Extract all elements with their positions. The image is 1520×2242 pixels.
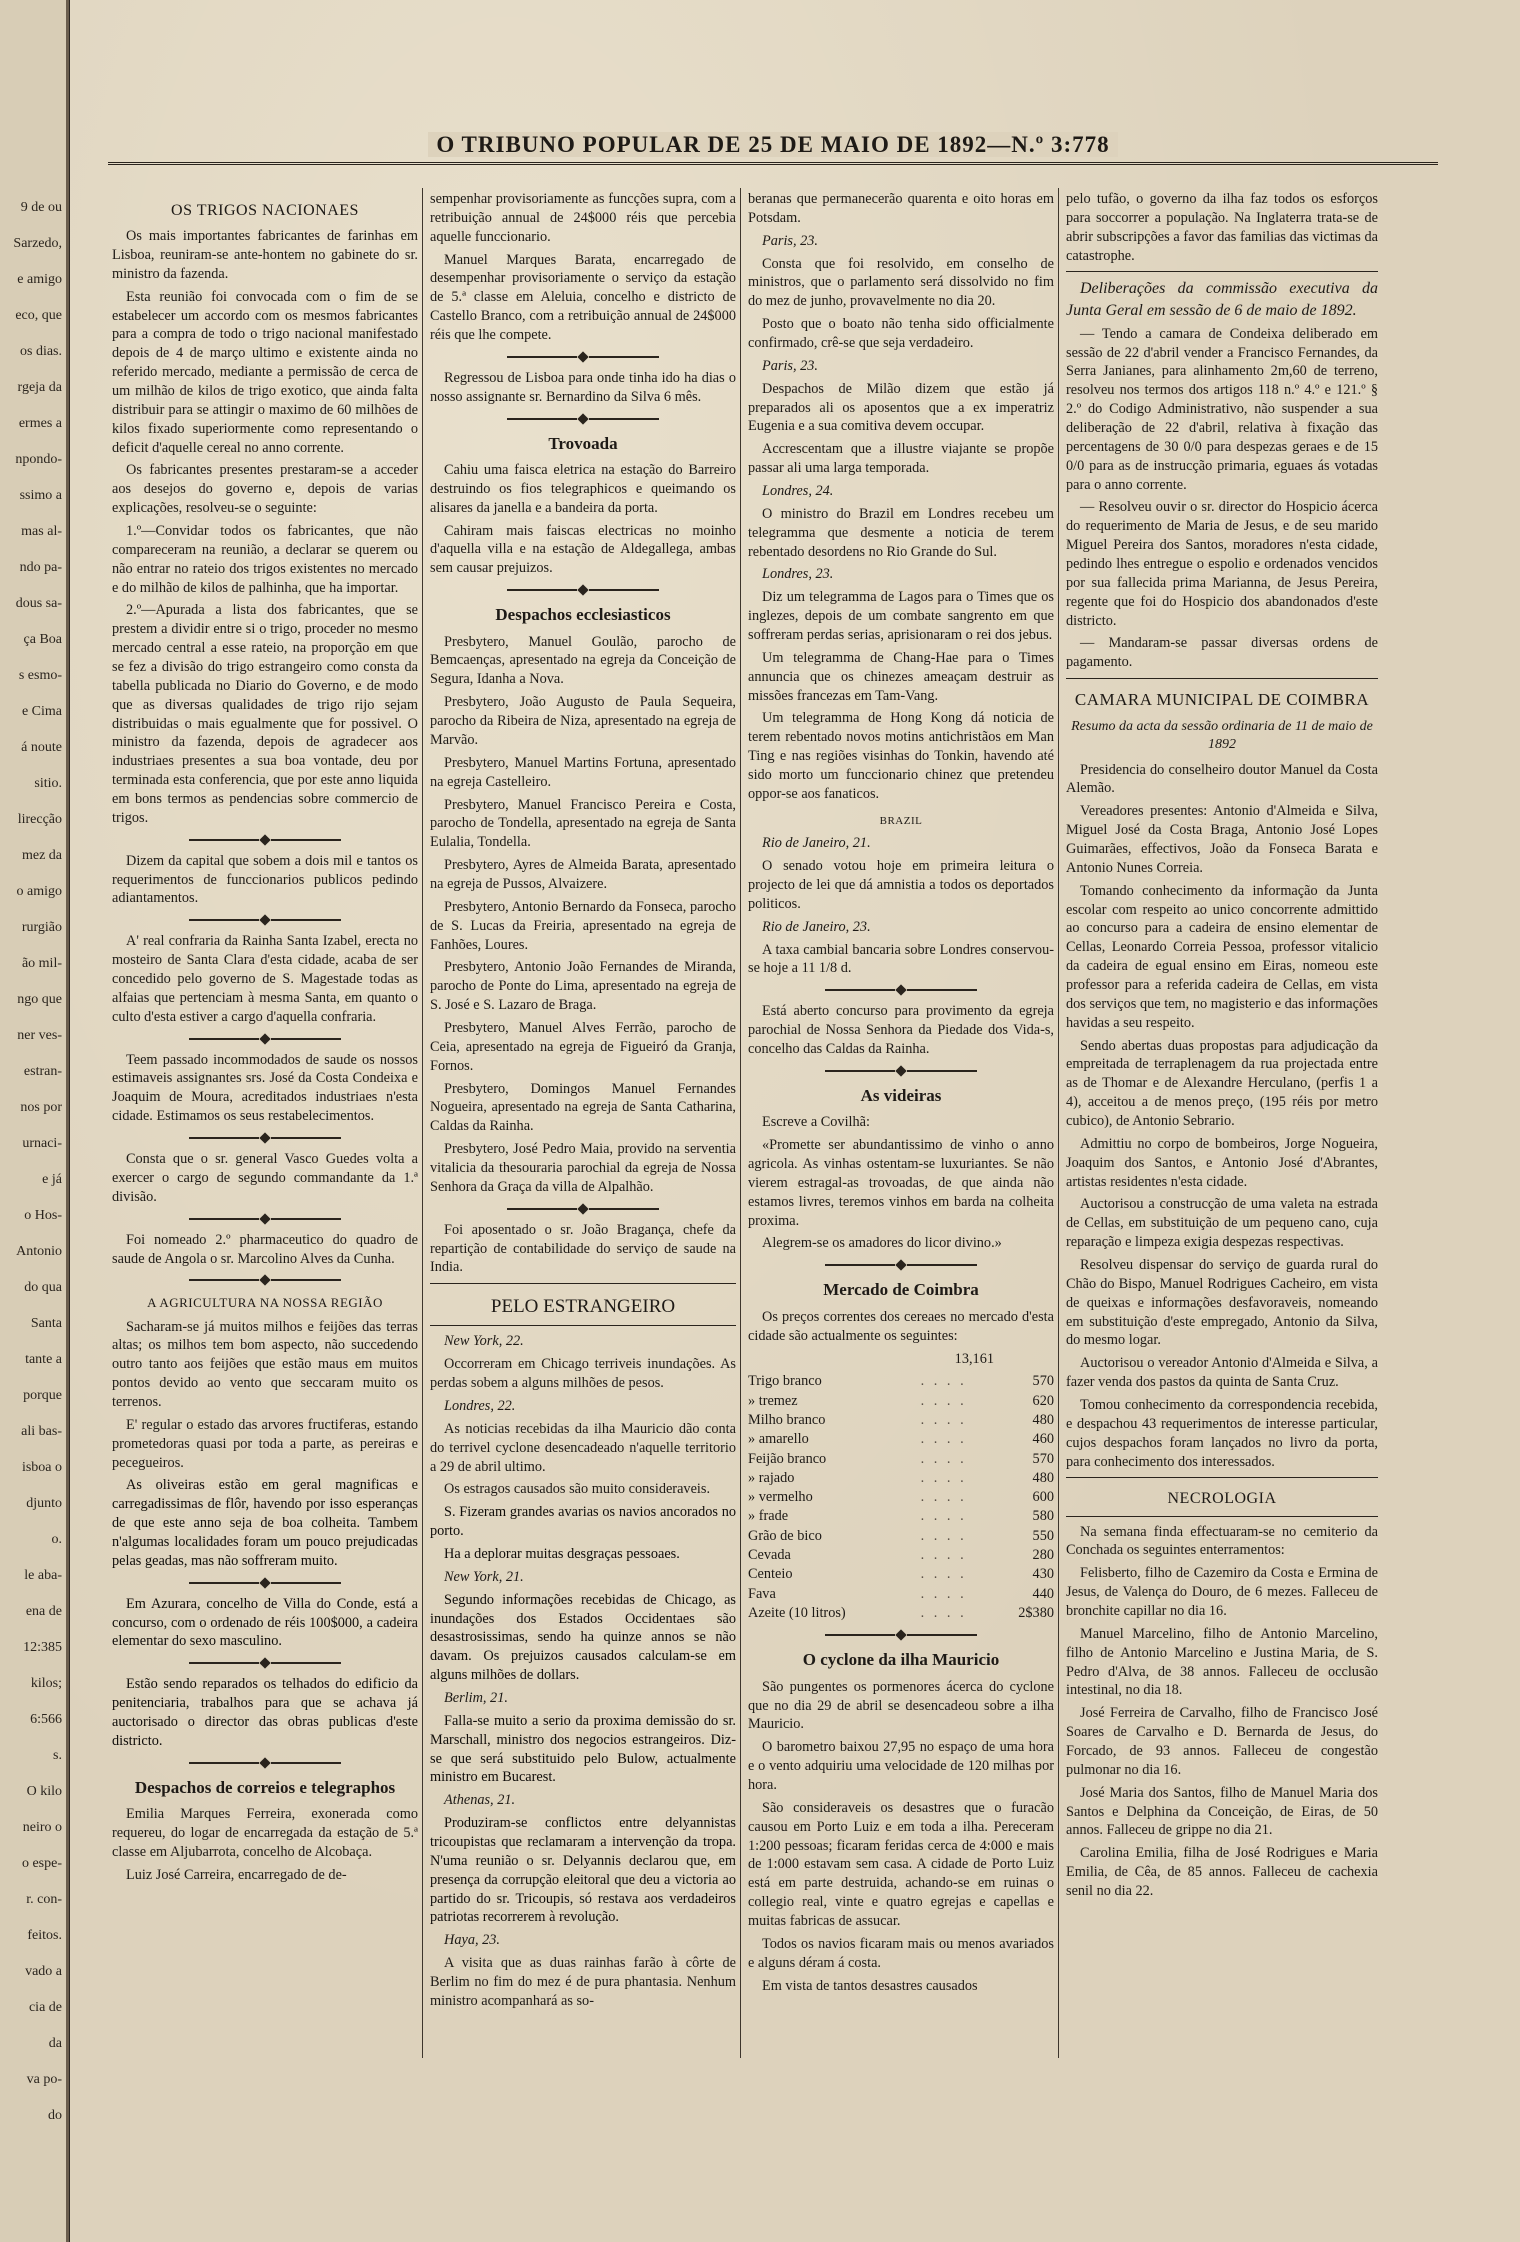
ornament-divider [430,586,736,594]
paragraph: — Tendo a camara de Condeixa deliberado em sessão de 22 d'abril vender a Francisco Fernandes, da Serra Janianes, para alinhamento 2m,60 de terreno, resolveu nos termos dos artigos 118 n.º 4.º e 121.º § 2.º do Codigo Administrativo, não suspender a sua deliberação de 22 d'abril, relativa à fixação das percentagens de 30 0/0 para despezas geraes e de 15 0/0 para as de instrucção primaria, eguaes ás votadas para o anno corrente. [1066,325,1378,493]
price-value: 460 [1032,1431,1054,1448]
paragraph: Em vista de tantos desastres causados [762,1977,978,1994]
dateline: Paris, 23. [762,232,819,249]
paragraph: Alegrem-se os amadores do licor divino.» [762,1235,1002,1252]
leader-dots: . . . . [920,1508,967,1525]
ornament-divider [748,1631,1054,1639]
prev-page-fragment: o espe- [21,1856,62,1871]
paragraph: Presbytero, Antonio João Fernandes de Miranda, parocho de Ponte do Lima, apresentado na egreja de S. José e S. Lazaro de Braga. [430,959,736,1014]
price-label: » rajado [748,1469,795,1486]
paragraph: Tomou conhecimento da correspondencia recebida, e despachou 43 requerimentos de interesse particular, cujos despachos foram lançados no livro da porta, para conhecimento dos interessados. [1066,1397,1378,1470]
rule [430,1283,736,1284]
price-label: » frade [748,1508,789,1525]
section-title: BRAZIL [879,814,923,827]
ornament-divider [430,1205,736,1213]
ornament-divider [430,353,736,361]
price-value: 480 [1032,1469,1054,1486]
paragraph: Está aberto concurso para provimento da egreja parochial de Nossa Senhora da Piedade dos Vida-s, concelho das Caldas da Rainha. [748,1003,1054,1058]
leader-dots: . . . . [920,1527,967,1544]
dateline: Londres, 22. [444,1397,516,1414]
price-label: Grão de bico [748,1527,822,1544]
prev-page-fragment: O kilo [26,1784,62,1799]
dateline: Londres, 24. [762,483,834,500]
paragraph: — Mandaram-se passar diversas ordens de pagamento. [1066,635,1378,671]
price-label: Feijão branco [748,1450,827,1467]
price-value: 480 [1032,1411,1054,1428]
paragraph: Vereadores presentes: Antonio d'Almeida e Silva, Miguel José da Costa Braga, Antonio José Lopes Guimarães, effectivos, João da Fonseca Barata e Antonio Nunes Correia. [1066,803,1378,876]
dateline: Londres, 23. [762,566,834,583]
price-label: Cevada [748,1547,791,1564]
prev-page-fragment: npondo- [15,452,62,467]
prev-page-fragment: r. con- [26,1892,62,1907]
paragraph: Occorreram em Chicago terriveis inundações. As perdas sobem a alguns milhões de pesos. [430,1356,736,1392]
paragraph: Tomando conhecimento da informação da Junta escolar com respeito ao unico concorrente admittido ao concurso para a cadeira de ensino elementar de Cellas, Leonardo Correia Pessoa, professor vitalicio da cadeira de egual ensino em Eiras, nomeou este professor para a referida cadeira de Cellas, em vista dos serviços que tem, no magisterio e das informações havidas a seu respeito. [1066,882,1378,1031]
paragraph: Luiz José Carreira, encarregado de de- [126,1866,347,1883]
leader-dots: . . . . [920,1392,967,1409]
paragraph: Auctorisou a construcção de uma valeta na estrada de Cellas, em substituição de um pequeno cano, cuja reparação e limpeza exigia despezas respectivas. [1066,1196,1378,1251]
paragraph: Na semana finda effectuaram-se no cemiterio da Conchada os seguintes enterramentos: [1066,1523,1378,1559]
dateline: Haya, 23. [444,1932,500,1949]
paragraph: Presbytero, Manuel Francisco Pereira e Costa, parocho de Tondella, apresentado na egreja de Santa Eulalia, Tondella. [430,796,736,851]
prev-page-fragment: neiro o [22,1820,62,1835]
ornament-divider [748,1067,1054,1075]
price-label: » tremez [748,1392,798,1409]
paragraph: Estão sendo reparados os telhados do edificio da penitenciaria, trabalhos para que se achava já auctorisado o director das obras publicas d'este districto. [112,1676,418,1749]
paragraph: Emilia Marques Ferreira, exonerada como requereu, do logar de encarregada da estação de 5.ª classe em Aljubarrota, concelho de Alcobaça. [112,1806,418,1860]
paragraph: Ha a deplorar muitas desgraças pessoaes. [444,1545,680,1562]
section-title: CAMARA MUNICIPAL DE COIMBRA [1074,690,1370,710]
prev-page-fragment: da [48,2036,62,2051]
price-row [748,1507,1054,1526]
prev-page-fragment: ena de [25,1604,62,1619]
prev-page-fragment: e Cima [21,704,62,719]
paragraph: Presbytero, Manuel Alves Ferrão, parocho de Ceia, apresentado na egreja de Figueiró da Granja, Fornos. [430,1019,736,1074]
paragraph: Admittiu no corpo de bombeiros, Jorge Nogueira, Joaquim dos Santos, e Antonio José d'Abrantes, artistas residentes n'esta cidade. [1066,1135,1378,1190]
prev-page-fragment: do [48,2108,62,2123]
price-value: 600 [1032,1489,1054,1506]
leader-dots: . . . . [920,1566,967,1583]
prev-page-fragment: tante a [25,1352,62,1367]
previous-page-edge [0,0,69,2242]
section-title: O cyclone da ilha Mauricio [802,1650,1000,1670]
paragraph: As oliveiras estão em geral magnificas e carregadissimas de flôr, havendo por isso esperanças de que este anno seja de boa colheita. Tambem n'algumas localidades foram um pouco prejudicadas pelas geadas, mas não soffreram muito. [112,1477,418,1569]
prev-page-fragment: porque [23,1388,62,1403]
dateline: New York, 22. [444,1333,524,1350]
section-title: A AGRICULTURA NA NOSSA REGIÃO [147,1295,383,1311]
price-row [748,1372,1054,1391]
price-value: 570 [1032,1373,1054,1390]
prev-page-fragment: o amigo [16,884,62,899]
column-divider [1058,188,1059,2058]
prev-page-fragment: eco, que [15,308,62,323]
paragraph: «Promette ser abundantissimo de vinho o anno agricola. As vinhas ostentam-se luxuriantes. Se não vierem estragal-as trovoadas, de que ainda não estamos livres, teremos vinhos em barda na colheita proxima. [748,1137,1054,1229]
prev-page-fragment: Antonio [16,1244,62,1259]
paragraph: Despachos de Milão dizem que estão já preparados ali os aposentos que a ex imperatriz Eugenia e a sua comitiva devem occupar. [748,380,1054,435]
paragraph: Presbytero, Manuel Goulão, parocho de Bemcaenças, apresentado na egreja da Conceição de Segura, Idanha a Nova. [430,633,736,688]
price-value: 550 [1032,1527,1054,1544]
paragraph: Os mais importantes fabricantes de farinhas em Lisboa, reuniram-se ante-hontem no gabinete do sr. ministro da fazenda. [112,228,418,282]
prev-page-fragment: sitio. [34,776,62,791]
leader-dots: . . . . [920,1450,967,1467]
price-row [748,1450,1054,1469]
masthead-title: O TRIBUNO POPULAR DE 25 DE MAIO DE 1892—N.º 3:778 [428,132,1117,157]
paragraph: E' regular o estado das arvores fructiferas, estando prometedoras quasi por toda a parte, as pereiras e pecegueiros. [112,1416,418,1471]
paragraph: Os preços correntes dos cereaes no mercado d'esta cidade são actualmente os seguintes: [748,1308,1054,1344]
paragraph: Consta que foi resolvido, em conselho de ministros, que o parlamento será dissolvido no fim do mez de junho, provavelmente no dia 20. [748,255,1054,310]
rule [1066,1477,1378,1478]
prev-page-fragment: ão mil- [21,956,62,971]
paragraph: Felisberto, filho de Cazemiro da Costa e Ermina de Jesus, de Valença do Douro, de 6 mezes. Falleceu de bronchite capillar no dia 16. [1066,1565,1378,1619]
rule [1066,1516,1378,1517]
paragraph: Presbytero, Ayres de Almeida Barata, apresentado na egreja de Pussos, Alvaizere. [430,857,736,892]
paragraph: Presbytero, Manuel Martins Fortuna, apresentado na egreja Castelleiro. [430,754,736,790]
dateline: Berlim, 21. [444,1689,508,1706]
paragraph: São pungentes os pormenores ácerca do cyclone que no dia 29 de abril se desencadeou sobre a ilha Mauricio. [748,1678,1054,1733]
ornament-divider [112,1215,418,1223]
paragraph: Manuel Marcelino, filho de Antonio Marcelino, filho de Antonio Marcelino e Justina Maria, de S. Pedro d'Alva, de 38 annos. Falleceu de occlusão intestinal, no dia 18. [1066,1625,1378,1699]
prev-page-fragment: 9 de ou [20,200,62,215]
prev-page-fragment: feitos. [27,1928,62,1943]
ornament-divider [112,1276,418,1284]
section-title: Deliberações da commissão executiva da Junta Geral em sessão de 6 de maio de 1892. [1066,280,1378,319]
paragraph: S. Fizeram grandes avarias os navios ancorados no porto. [430,1504,736,1540]
prev-page-fragment: ner ves- [17,1028,62,1043]
prev-page-fragment: á noute [21,740,62,755]
price-label: » vermelho [748,1489,813,1506]
masthead [108,132,1438,174]
rule [1066,678,1378,679]
prev-page-fragment: kilos; [30,1676,62,1691]
leader-dots: . . . . [920,1585,967,1602]
paragraph: Sacharam-se já muitos milhos e feijões das terras altas; os milhos tem bom aspecto, não succedendo outro tanto aos feijões que estão maus em muitos pontos devido ao vento que seccaram muito os terrenos. [112,1318,418,1410]
price-label: Milho branco [748,1411,826,1428]
prev-page-fragment: ali bas- [21,1424,62,1439]
price-row [748,1488,1054,1507]
prev-page-fragment: djunto [26,1496,62,1511]
section-title: Mercado de Coimbra [823,1280,979,1300]
ornament-divider [112,916,418,924]
section-title: As videiras [860,1085,942,1105]
price-row [748,1411,1054,1430]
paragraph: Regressou de Lisboa para onde tinha ido ha dias o nosso assignante sr. Bernardino da Silva 6 mês. [430,369,736,405]
price-row [748,1430,1054,1449]
prev-page-fragment: os dias. [20,344,62,359]
newspaper-page [70,0,1520,2242]
price-row [748,1392,1054,1411]
prev-page-fragment: o. [51,1532,62,1547]
price-label: Centeio [748,1566,793,1583]
paragraph: Posto que o boato não tenha sido officialmente confirmado, crê-se que seja verdadeiro. [748,316,1054,352]
price-value: 570 [1032,1450,1054,1467]
prev-page-fragment: urnaci- [22,1136,62,1151]
ornament-divider [112,1134,418,1142]
column-2 [430,190,736,2015]
paragraph: Auctorisou o vereador Antonio d'Almeida e Silva, a fazer venda dos pastos da quinta de Santa Cruz. [1066,1355,1378,1391]
prev-page-fragment: mas al- [21,524,62,539]
ornament-divider [112,1579,418,1587]
prev-page-fragment: rurgião [21,920,62,935]
ornament-divider [748,986,1054,994]
paragraph: 2.º—Apurada a lista dos fabricantes, que se prestem a dividir entre si o trigo, proceder no mesmo mercado central a esse rateio, na proporção em que se fez a divisão do trigo estrangeiro como consta da tabella publicada no Diario do Governo, e de modo que as diversas qualidades de trigo rijo sejam distribuidas o mais egualmente que for possivel. O ministro da fazenda, depois de agradecer aos industriaes presentes a sua boa vontade, deu por terminada esta conferencia, que por este anno liquida em bons termos as pendencias sobre commercio de trigos. [112,602,418,826]
paragraph: Sendo abertas duas propostas para adjudicação da empreitada de terraplenagem da rua projectada entre as de Thomar e de Alexandre Herculano, (perfis 1 a 4), acceitou a de menos preço, (195 réis por metro cubico), de Antonio Sebrario. [1066,1037,1378,1129]
prev-page-fragment: ça Boa [23,632,62,647]
prev-page-fragment: Santa [30,1316,62,1331]
dateline: Rio de Janeiro, 23. [762,918,871,935]
prev-page-fragment: 6:566 [30,1712,62,1727]
section-subtitle: Resumo da acta da sessão ordinaria de 11 de maio de 1892 [1071,718,1373,753]
paragraph: Escreve a Covilhã: [762,1114,870,1131]
paragraph: Presidencia do conselheiro doutor Manuel da Costa Alemão. [1066,761,1378,797]
leader-dots: . . . . [920,1604,967,1621]
price-label: Trigo branco [748,1373,822,1390]
paragraph: Resolveu dispensar do serviço de guarda rural do Chão do Bispo, Manuel Rodrigues Cacheiro, em vista de queixas e informações desfavoraveis, nomeando em substituição d'este empregado, Antonio da Silva, do mesmo logar. [1066,1256,1378,1349]
price-value: 280 [1032,1547,1054,1564]
price-label: Azeite (10 litros) [748,1604,846,1621]
price-value: 620 [1032,1392,1054,1409]
price-label: Fava [748,1585,776,1602]
paragraph: A' real confraria da Rainha Santa Izabel, erecta no mosteiro de Santa Clara d'esta cidade, acaba de ser concedido pelo governo de S. Magestade todas as alfaias que pertenciam à mesma Santa, em quanto o culto d'esta estiver a cargo d'aquella confraria. [112,933,418,1025]
paragraph: 1.º—Convidar todos os fabricantes, que não compareceram na reunião, a declarar se querem ou não entrar no rateio dos trigos existentes no mercado e do milhão de kilos de palhinha, que ha importar. [112,523,418,596]
section-title: NECROLOGIA [1167,1490,1277,1508]
paragraph: — Resolveu ouvir o sr. director do Hospicio ácerca do requerimento de Maria de Jesus, e de seu marido Miguel Pereira dos Santos, moradores n'esta cidade, pedindo lhes entregue o espolio e ordenados vencidos por sua fallecida prima Marianna, de Jesus Pereira, regente que foi do Hospicio dos abandonados d'este districto. [1066,499,1378,629]
leader-dots: . . . . [920,1489,967,1506]
leader-dots: . . . . [920,1469,967,1486]
paragraph: São consideraveis os desastres que o furacão causou em Porto Luiz e em toda a ilha. Pereceram 1:200 pessoas; ficaram feridas cerca de 4:000 e mais de 1:000 estavam sem casa. A cidade de Porto Luiz está em parte destruida, achando-se em ruinas o collegio real, vinte e quatro egrejas e capellas e muitas fabricas de assucar. [748,1799,1054,1929]
ornament-divider [112,1035,418,1043]
paragraph: Cahiu uma faisca eletrica na estação do Barreiro destruindo os fios telegraphicos e queimando os alisares da janella e a bandeira da porta. [430,462,736,516]
section-title: Despachos ecclesiasticos [495,605,671,625]
prev-page-fragment: s esmo- [18,668,62,683]
price-row [748,1469,1054,1488]
paragraph: A visita que as duas rainhas farão à côrte de Berlim no fim do mez é de pura phantasia. Nenhum ministro acompanhará as so- [430,1955,736,2009]
price-row [748,1565,1054,1584]
paragraph: Carolina Emilia, filha de José Rodrigues e Maria Emilia, de Cêa, de 85 annos. Falleceu de cachexia senil no dia 22. [1066,1845,1378,1900]
paragraph: sempenhar provisoriamente as funcções supra, com a retribuição annual de 24$000 réis que percebia aquelle funccionario. [430,191,736,245]
prev-page-fragment: s. [53,1748,62,1763]
paragraph: Produziram-se conflictos entre delyannistas tricoupistas que reclamaram a intervenção da tropa. N'uma reunião o sr. Delyannis declarou que, em presença da corrupção eleitoral que deu a victoria ao partido do sr. Tricoupis, só restava aos verdadeiros patriotas recorrerem à revolução. [430,1815,736,1926]
paragraph: O senado votou hoje em primeira leitura o projecto de lei que dá amnistia a todos os deportados politicos. [748,858,1054,912]
rule [430,1325,736,1326]
paragraph: Dizem da capital que sobem a dois mil e tantos os requerimentos de funccionarios publicos pedindo adiantamentos. [112,852,418,907]
paragraph: O barometro baixou 27,95 no espaço de uma hora e o vento adquiriu uma velocidade de 120 milhas por hora. [748,1739,1054,1793]
prev-page-fragment: ngo que [17,992,62,1007]
paragraph: Manuel Marques Barata, encarregado de desempenhar provisoriamente o serviço da estação de 5.ª classe em Aleluia, concelho e districto de Castello Branco, com a retribuição annual de 24$000 réis que lhe compete. [430,251,736,344]
prev-page-fragment: vado a [25,1964,62,1979]
prev-page-fragment: e amigo [17,272,62,287]
prev-page-fragment: rgeja da [17,380,62,395]
price-unit: 13,161 [954,1350,994,1367]
paragraph: pelo tufão, o governo da ilha faz todos os esforços para soccorrer a população. Na Inglaterra trata-se de abrir subscripções a favor das familias das victimas da catastrophe. [1066,191,1378,264]
leader-dots: . . . . [920,1547,967,1564]
price-row [748,1585,1054,1604]
paragraph: Segundo informações recebidas de Chicago, as inundações dos Estados Occidentaes são desastrosissimas, sendo ha quinze annos se não davam. Os prejuizos causados calculam-se em alguns milhões de dollars. [430,1591,736,1684]
price-value: 430 [1032,1566,1054,1583]
paragraph: Accrescentam que a illustre viajante se propõe passar ali uma larga temporada. [748,441,1054,477]
paragraph: Um telegramma de Chang-Hae para o Times annuncia que os chinezes ameaçam destruir as missões francezas em Tam-Vang. [748,649,1054,704]
prev-page-fragment: nos por [20,1100,62,1115]
leader-dots: . . . . [920,1431,967,1448]
paragraph: José Ferreira de Carvalho, filho de Francisco José Soares de Carvalho e D. Bernarda de Jesus, do Forcado, de 93 annos. Falleceu de congestão pulmonar no dia 16. [1066,1705,1378,1778]
prev-page-fragment: le aba- [24,1568,62,1583]
price-row [748,1604,1054,1623]
prev-page-fragment: ermes a [18,416,62,431]
prev-page-fragment: e já [42,1172,62,1187]
paragraph: As noticias recebidas da ilha Mauricio dão conta do terrivel cyclone desencadeado n'aquelle territorio a 29 de abril ultimo. [430,1420,736,1475]
prev-page-fragment: ndo pa- [19,560,62,575]
paragraph: beranas que permanecerão quarenta e oito horas em Potsdam. [748,191,1054,226]
paragraph: Falla-se muito a serio da proxima demissão do sr. Marschall, ministro dos negocios estrangeiros. Diz-se que será substituido pelo Bulow, actualmente ministro em Bucarest. [430,1712,736,1786]
rule [1066,271,1378,272]
ornament-divider [748,1261,1054,1269]
price-row [748,1527,1054,1546]
dateline: Athenas, 21. [444,1792,516,1809]
prev-page-fragment: Sarzedo, [13,236,62,251]
paragraph: Foi aposentado o sr. João Bragança, chefe da repartição de contabilidade do serviço de saude na India. [430,1221,736,1276]
paragraph: Os estragos causados são muito consideraveis. [444,1481,711,1498]
paragraph: Em Azurara, concelho de Villa do Conde, está a concurso, com o ordenado de réis 100$000, a cadeira elementar do sexo masculino. [112,1595,418,1650]
price-value: 2$380 [1018,1604,1054,1621]
prev-page-fragment: o Hos- [24,1208,62,1223]
section-title: PELO ESTRANGEIRO [490,1296,676,1318]
section-title: OS TRIGOS NACIONAES [171,202,359,219]
prev-page-fragment: dous sa- [15,596,62,611]
price-value: 440 [1032,1585,1054,1602]
paragraph: Todos os navios ficaram mais ou menos avariados e alguns déram á costa. [748,1935,1054,1971]
column-1 [112,190,418,1889]
ornament-divider [112,836,418,844]
column-divider [422,188,423,2058]
prev-page-fragment: lirecção [17,812,62,827]
paragraph: O ministro do Brazil em Londres recebeu um telegramma que desmente a noticia de terem rebentado desordens no Rio Grande do Sul. [748,505,1054,560]
section-title: Despachos de correios e telegraphos [134,1777,396,1797]
dateline: Rio de Janeiro, 21. [762,835,871,852]
column-3 [748,190,1054,1999]
prev-page-fragment: cia de [28,2000,62,2015]
prev-page-fragment: va po- [26,2072,62,2087]
prev-page-fragment: do qua [24,1280,62,1295]
dateline: Paris, 23. [762,357,819,374]
paragraph: Esta reunião foi convocada com o fim de se estabelecer um accordo com os mesmos fabricantes para a compra de todo o trigo nacional manifestado depois de 4 de março ultimo e existente ainda no referido mercado, mediante a permissão de cerca de um milhão de kilos de trigo exotico, que ainda falta distribuir para se attingir o maximo de 60 milhões de kilos fixado superiormente como representando o deficit d'aquelle cereal no anno corrente. [112,288,418,456]
ornament-divider [430,415,736,423]
prev-page-fragment: estran- [23,1064,62,1079]
column-4 [1066,190,1378,1905]
price-table [748,1372,1054,1623]
paragraph: Um telegramma de Hong Kong dá noticia de terem rebentado novos motins antichristãos em Man Ting e nas regiões visinhas do Tonkin, havendo até sido morto um funccionario chinez que pretendeu oppor-se aos fanaticos. [748,710,1054,802]
paragraph: Diz um telegramma de Lagos para o Times que os inglezes, depois de um combate sangrento em que soffreram perdas serias, aprisionaram o rei dos jebus. [748,589,1054,644]
dateline: New York, 21. [444,1568,524,1585]
paragraph: Consta que o sr. general Vasco Guedes volta a exercer o cargo de segundo commandante da 1.ª divisão. [112,1151,418,1205]
paragraph: José Maria dos Santos, filho de Manuel Maria dos Santos e Delphina da Conceição, de Eiras, de 50 annos. Falleceu de grippe no dia 21. [1066,1784,1378,1839]
ornament-divider [112,1759,418,1767]
ornament-divider [112,1659,418,1667]
paragraph: Presbytero, Domingos Manuel Fernandes Nogueira, apresentado na egreja de Santa Catharina, Caldas da Rainha. [430,1080,736,1135]
price-row [748,1546,1054,1565]
prev-page-fragment: isboa o [21,1460,62,1475]
prev-page-fragment: ssimo a [19,488,62,503]
paragraph: Presbytero, João Augusto de Paula Sequeira, parocho da Ribeira de Niza, apresentado na egreja de Marvão. [430,694,736,748]
prev-page-fragment: 12:385 [23,1640,62,1655]
price-value: 580 [1032,1508,1054,1525]
paragraph: Teem passado incommodados de saude os nossos estimaveis assignantes srs. José da Costa Condeixa e Joaquim de Moura, acreditados industriaes n'esta cidade. Estimamos os seus restabelecimentos. [112,1051,418,1125]
paragraph: Presbytero, Antonio Bernardo da Fonseca, parocho de S. Lucas da Freiria, apresentado na egreja de Fanhões, Loures. [430,898,736,953]
leader-dots: . . . . [920,1373,967,1390]
paragraph: A taxa cambial bancaria sobre Londres conservou-se hoje a 11 1/8 d. [748,941,1054,977]
prev-page-fragment: mez da [21,848,62,863]
price-label: » amarello [748,1431,809,1448]
paragraph: Os fabricantes presentes prestaram-se a acceder aos desejos do governo e, depois de varias explicações, resolveu-se o seguinte: [112,462,418,517]
paragraph: Foi nomeado 2.º pharmaceutico do quadro de saude de Angola o sr. Marcolino Alves da Cunha. [112,1231,418,1267]
column-divider [740,188,741,2058]
leader-dots: . . . . [920,1411,967,1428]
section-title: Trovoada [548,433,618,453]
paragraph: Presbytero, José Pedro Maia, provido na serventia vitalicia da thesouraria parochial da egreja de Nossa Senhora da Graça da villa de Alpalhão. [430,1141,736,1195]
paragraph: Cahiram mais faiscas electricas no moinho d'aquella villa e na estação de Aldegallega, ambas sem causar prejuizos. [430,522,736,577]
